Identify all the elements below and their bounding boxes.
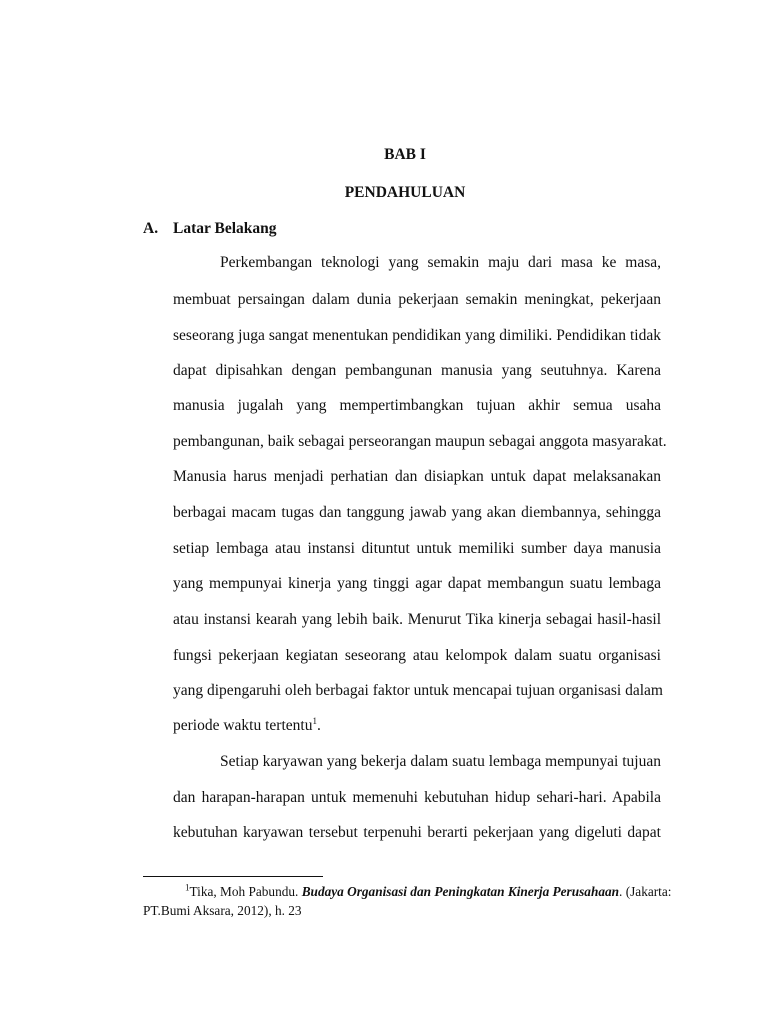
text-line: Setiap karyawan yang bekerja dalam suatu lembaga mempunyai tujuan <box>220 753 661 770</box>
text-line: setiap lembaga atau instansi dituntut untuk memiliki sumber daya manusia <box>173 540 661 557</box>
text-line: yang mempunyai kinerja yang tinggi agar dapat membangun suatu lembaga <box>173 575 661 592</box>
text-line: yang dipengaruhi oleh berbagai faktor untuk mencapai tujuan organisasi dalam <box>173 682 663 699</box>
text: . <box>316 717 321 734</box>
footnote-line-2: PT.Bumi Aksara, 2012), h. 23 <box>143 903 302 918</box>
text-line: membuat persaingan dalam dunia pekerjaan semakin meningkat, pekerjaan <box>173 291 661 308</box>
text-line: Perkembangan teknologi yang semakin maju dari masa ke masa, <box>220 254 661 271</box>
section-number: A. <box>143 220 159 237</box>
footnote-separator <box>143 876 323 877</box>
text-line: Manusia harus menjadi perhatian dan disiapkan untuk dapat melaksanakan <box>173 468 661 485</box>
text-line: atau instansi kearah yang lebih baik. Menurut Tika kinerja sebagai hasil-hasil <box>173 611 661 628</box>
text-line: dan harapan-harapan untuk memenuhi kebutuhan hidup sehari-hari. Apabila <box>173 789 661 806</box>
text-line: manusia jugalah yang mempertimbangkan tujuan akhir semua usaha <box>173 397 661 414</box>
text-line: kebutuhan karyawan tersebut terpenuhi berarti pekerjaan yang digeluti dapat <box>173 824 661 841</box>
text-line: berbagai macam tugas dan tanggung jawab yang akan diembannya, sehingga <box>173 504 661 521</box>
chapter-heading: BAB I <box>384 146 426 163</box>
text-line: dapat dipisahkan dengan pembangunan manusia yang seutuhnya. Karena <box>173 362 661 379</box>
section-title: Latar Belakang <box>173 220 277 237</box>
text-line: pembangunan, baik sebagai perseorangan maupun sebagai anggota masyarakat. <box>173 433 667 450</box>
footnote-reference[interactable]: 1 <box>312 715 317 726</box>
footnote-author: Tika, Moh Pabundu. <box>189 884 302 899</box>
footnote-book-title: Budaya Organisasi dan Peningkatan Kinerja Perusahaan <box>301 884 620 899</box>
text: periode waktu tertentu <box>173 717 313 734</box>
footnote-number: 1 <box>185 882 190 893</box>
text-line <box>173 717 661 735</box>
text-line: seseorang juga sangat menentukan pendidikan yang dimiliki. Pendidikan tidak <box>173 327 661 344</box>
footnote-publisher: . (Jakarta: <box>619 884 672 899</box>
chapter-title: PENDAHULUAN <box>344 184 466 201</box>
text-line: fungsi pekerjaan kegiatan seseorang atau kelompok dalam suatu organisasi <box>173 647 661 664</box>
footnote-text <box>185 884 671 900</box>
